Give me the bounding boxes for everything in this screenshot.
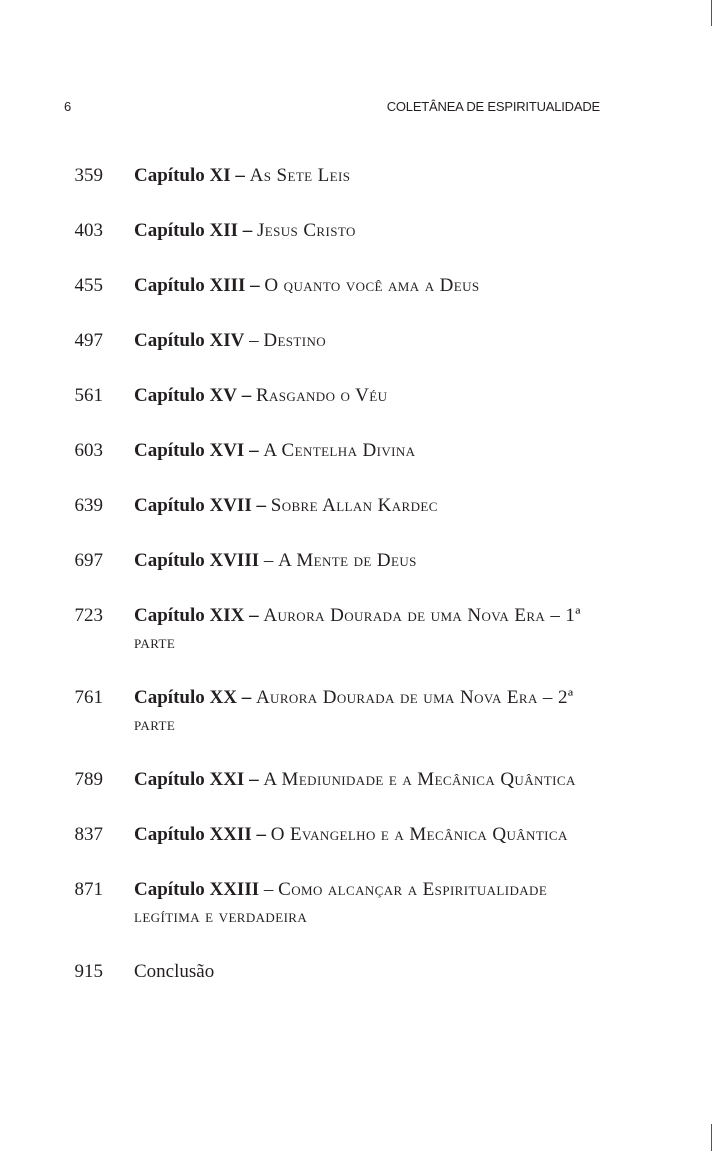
conclusion-title: Conclusão <box>134 961 215 982</box>
toc-entry-text <box>134 270 600 299</box>
toc-entry-text <box>134 819 600 848</box>
chapter-title: Sobre Allan Kardec <box>270 495 438 516</box>
chapter-label: Capítulo XXI <box>134 769 245 790</box>
chapter-title: As Sete Leis <box>249 165 351 186</box>
chapter-label: Capítulo XV <box>134 385 237 406</box>
toc-page-number: 837 <box>74 824 103 845</box>
separator-dash: – <box>249 330 259 351</box>
chapter-title: A Centelha Divina <box>263 440 416 461</box>
separator-dash: – <box>263 550 274 571</box>
separator-dash: – <box>249 769 259 790</box>
separator-dash: – <box>235 165 245 186</box>
toc-entry <box>0 490 714 519</box>
toc-entry <box>0 956 714 985</box>
toc-page-number: 497 <box>74 330 103 351</box>
toc-entry <box>0 819 714 848</box>
toc-entry-text <box>134 956 600 985</box>
toc-entry-text <box>134 600 600 656</box>
toc-page-number: 871 <box>74 879 103 900</box>
crop-mark-top <box>711 0 712 26</box>
toc-page-number: 403 <box>74 220 103 241</box>
toc-entry <box>0 435 714 464</box>
crop-mark-bottom <box>711 1124 712 1151</box>
toc-entry <box>0 160 714 189</box>
toc-entry-text <box>134 764 600 793</box>
toc-page-number: 761 <box>74 687 103 708</box>
separator-dash: – <box>249 605 259 626</box>
page-number: 6 <box>64 99 72 114</box>
separator-dash: – <box>263 879 274 900</box>
book-title: COLETÂNEA DE ESPIRITUALIDADE <box>386 99 600 114</box>
chapter-label: Capítulo XIX <box>134 605 245 626</box>
toc-entry <box>0 874 714 930</box>
chapter-label: Capítulo XX <box>134 687 237 708</box>
running-head <box>64 99 600 119</box>
toc-entry-text <box>134 325 600 354</box>
chapter-title: Rasgando o Véu <box>255 385 388 406</box>
toc-page-number: 915 <box>74 961 103 982</box>
chapter-title: A Mediunidade e a Mecânica Quântica <box>263 769 576 790</box>
toc-page-number: 723 <box>74 605 103 626</box>
toc-entry <box>0 545 714 574</box>
chapter-label: Capítulo XVIII <box>134 550 260 571</box>
toc-entry <box>0 682 714 738</box>
toc-page-number: 603 <box>74 440 103 461</box>
separator-dash: – <box>249 440 259 461</box>
chapter-label: Capítulo XIV <box>134 330 245 351</box>
chapter-label: Capítulo XI <box>134 165 231 186</box>
chapter-title: A Mente de Deus <box>278 550 417 571</box>
chapter-label: Capítulo XXII <box>134 824 252 845</box>
toc-entry-text <box>134 490 600 519</box>
toc-entry-text <box>134 215 600 244</box>
chapter-label: Capítulo XIII <box>134 275 246 296</box>
chapter-label: Capítulo XXIII <box>134 879 260 900</box>
chapter-label: Capítulo XVI <box>134 440 245 461</box>
toc-entry-text <box>134 435 600 464</box>
toc-entry-text <box>134 160 600 189</box>
chapter-title: O Evangelho e a Mecânica Quântica <box>270 824 568 845</box>
chapter-label: Capítulo XVII <box>134 495 252 516</box>
toc-entry <box>0 325 714 354</box>
chapter-title: Jesus Cristo <box>257 220 356 241</box>
chapter-title: Como alcançar a Espiritualidade legítima e verdadeira <box>134 879 548 927</box>
chapter-title: Aurora Dourada de uma Nova Era – 1ª parte <box>134 605 581 653</box>
toc-entry <box>0 600 714 656</box>
toc-entry-text <box>134 874 600 930</box>
separator-dash: – <box>241 687 252 708</box>
toc-page-number: 359 <box>74 165 103 186</box>
toc-entry-text <box>134 545 600 574</box>
toc-entry <box>0 380 714 409</box>
table-of-contents <box>0 160 714 1011</box>
toc-entry <box>0 270 714 299</box>
toc-entry <box>0 215 714 244</box>
toc-page-number: 639 <box>74 495 103 516</box>
toc-page-number: 697 <box>74 550 103 571</box>
chapter-label: Capítulo XII <box>134 220 238 241</box>
toc-page-number: 561 <box>74 385 103 406</box>
toc-entry <box>0 764 714 793</box>
separator-dash: – <box>241 385 252 406</box>
separator-dash: – <box>256 495 266 516</box>
chapter-title: O quanto você ama a Deus <box>264 275 480 296</box>
toc-page-number: 455 <box>74 275 103 296</box>
toc-entry-text <box>134 682 600 738</box>
toc-entry-text <box>134 380 600 409</box>
separator-dash: – <box>250 275 260 296</box>
chapter-title: Aurora Dourada de uma Nova Era – 2ª parte <box>134 687 574 735</box>
toc-page-number: 789 <box>74 769 103 790</box>
separator-dash: – <box>256 824 266 845</box>
chapter-title: Destino <box>263 330 327 351</box>
separator-dash: – <box>242 220 253 241</box>
